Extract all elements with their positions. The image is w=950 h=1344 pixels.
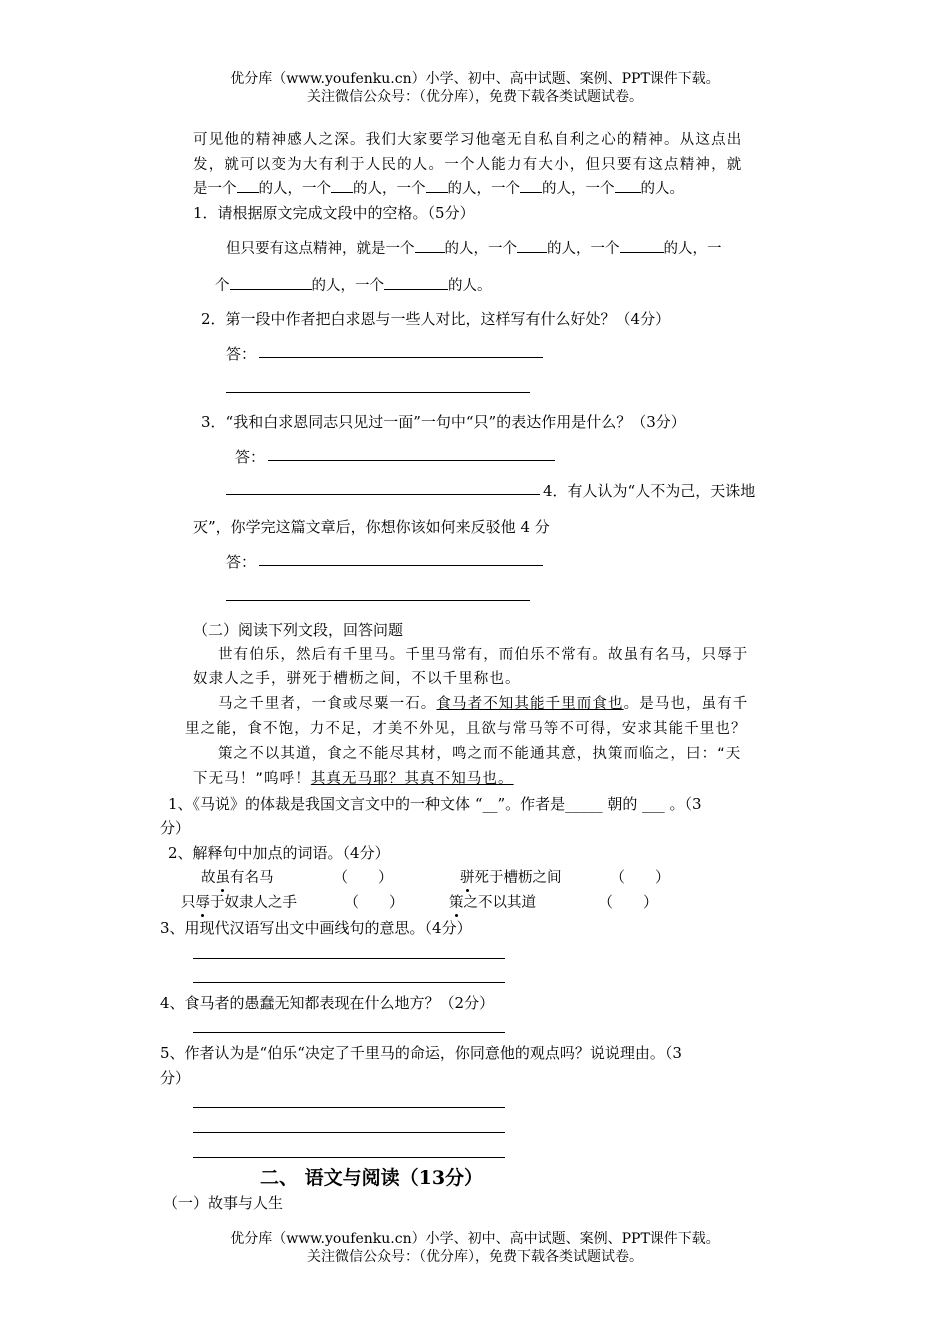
- answer-line[interactable]: [226, 392, 530, 393]
- part-2-heading: 二、 语文与阅读（13分）: [260, 1167, 484, 1189]
- s2-question-5-line-1: 5、作者认为是“伯乐“决定了千里马的命运，你同意他的观点吗？说说理由。（3: [160, 1044, 682, 1062]
- footer-line-2: 关注微信公众号：（优分库），免费下载各类试题试卷。: [307, 1249, 643, 1265]
- underlined-sentence-2: 其真无马耶？其真不知马也。: [310, 771, 514, 787]
- underlined-sentence-1: 食马者不知其能千里而食也: [436, 696, 624, 712]
- passage-2-p3-line-1: 策之不以其道，食之不能尽其材，鸣之而不能通其意，执策而临之，曰：“天: [218, 746, 742, 762]
- question-2-answer-label: 答：: [226, 345, 257, 363]
- question-4-title-a: 4．有人认为“人不为己，天诛地: [543, 482, 756, 500]
- passage-2-p1-line-1: 世有伯乐，然后有千里马。千里马常有，而伯乐不常有。故虽有名马，只辱于: [218, 647, 749, 663]
- question-1-line-2: 个 的人，一个 的人。: [215, 274, 492, 295]
- word-item-3-blank[interactable]: （ ）: [344, 893, 405, 911]
- passage-2-p2-line-2: 里之能，食不饱，力不足，才美不外见，且欲与常马等不可得，安求其能千里也？: [185, 721, 747, 737]
- passage-line-2: 发，就可以变为大有利于人民的人。一个人能力有大小，但只要有这点精神，就: [193, 157, 743, 173]
- question-3-title: 3．“我和白求恩同志只见过一面”一句中“只”的表达作用是什么？（3分）: [201, 413, 686, 431]
- header-line-1: 优分库（www.youfenku.cn）小学、初中、高中试题、案例、PPT课件下载。: [230, 71, 720, 87]
- s2-question-5-line-2: 分）: [160, 1069, 191, 1087]
- answer-line[interactable]: [193, 982, 505, 983]
- answer-line[interactable]: [268, 460, 555, 461]
- question-4-title-b: 灭”，你学完这篇文章后，你想你该如何来反驳他 4 分: [193, 518, 550, 536]
- answer-line[interactable]: [193, 958, 505, 959]
- word-item-2: 骈死于槽枥之间: [460, 870, 562, 886]
- answer-line[interactable]: [193, 1157, 505, 1158]
- s2-question-1-line-1: 1、《马说》的体裁是我国文言文中的一种文体 “__”。作者是_____ 朝的 ___ 。（3: [168, 795, 702, 813]
- question-3-answer-label: 答：: [235, 448, 266, 466]
- word-item-1: 故虽有名马: [201, 870, 274, 886]
- word-item-1-blank[interactable]: （ ）: [333, 868, 394, 886]
- word-item-4-blank[interactable]: （ ）: [598, 893, 659, 911]
- question-1-title: 1．请根据原文完成文段中的空格。（5分）: [193, 204, 475, 222]
- passage-2-p1-line-2: 奴隶人之手，骈死于槽枥之间，不以千里称也。: [193, 671, 521, 687]
- word-item-4: 策之不以其道: [449, 895, 536, 911]
- answer-line[interactable]: [193, 1032, 505, 1033]
- question-2-title: 2．第一段中作者把白求恩与一些人对比，这样写有什么好处？（4分）: [201, 310, 671, 328]
- answer-line[interactable]: [226, 600, 530, 601]
- question-1-line-1: 但只要有这点精神，就是一个 的人，一个 的人，一个 的人，一: [226, 237, 722, 258]
- s2-question-2-title: 2、解释句中加点的词语。（4分）: [168, 844, 390, 862]
- section-2-heading: （二）阅读下列文段，回答问题: [193, 621, 404, 639]
- answer-line[interactable]: [259, 357, 543, 358]
- passage-line-1: 可见他的精神感人之深。我们大家要学习他毫无自私自利之心的精神。从这点出: [193, 132, 743, 148]
- s2-question-3-title: 3、用现代汉语写出文中画线句的意思。（4分）: [160, 919, 472, 937]
- answer-line[interactable]: [259, 565, 543, 566]
- passage-2-p2-line-1: 马之千里者，一食或尽粟一石。食马者不知其能千里而食也。是马也，虽有千: [218, 696, 749, 712]
- passage-2-p3-line-2: 下无马！”呜呼！其真无马耶？其真不知马也。: [193, 771, 514, 787]
- answer-line[interactable]: [193, 1107, 505, 1108]
- footer-line-1: 优分库（www.youfenku.cn）小学、初中、高中试题、案例、PPT课件下载。: [230, 1231, 720, 1247]
- word-item-2-blank[interactable]: （ ）: [610, 868, 671, 886]
- answer-line[interactable]: [226, 494, 540, 495]
- header-line-2: 关注微信公众号：（优分库），免费下载各类试题试卷。: [307, 89, 643, 105]
- part-2-subheading: （一）故事与人生: [163, 1194, 284, 1212]
- word-item-3: 只辱于奴隶人之手: [181, 895, 297, 911]
- answer-line[interactable]: [193, 1132, 505, 1133]
- s2-question-1-line-2: 分）: [160, 819, 191, 837]
- s2-question-4-title: 4、食马者的愚蠢无知都表现在什么地方？（2分）: [160, 994, 495, 1012]
- question-4-answer-label: 答：: [226, 553, 257, 571]
- passage-line-3: 是一个 的人，一个 的人，一个 的人，一个 的人，一个 的人。: [193, 177, 684, 198]
